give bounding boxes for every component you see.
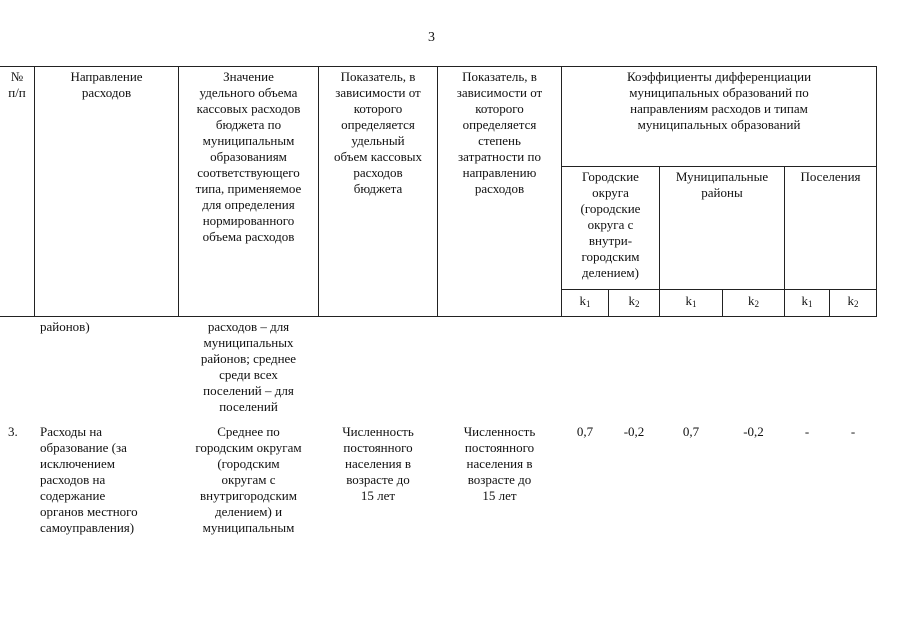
continuation-direction: районов)	[40, 319, 90, 334]
header-coefficients: Коэффициенты дифференциации муниципальных образований по направлениям расходов и типам муниципальных образований	[626, 69, 812, 132]
header-city-k1: $k_1$	[579, 293, 591, 309]
header-indicator-cost: Показатель, в зависимости от которого определяется степень затратности по направлению расходов	[456, 69, 543, 196]
header-municipal-districts: Муниципальные районы	[675, 169, 769, 200]
row3-direction: Расходы на образование (за исключением расходов на содержание органов местного самоуправления)	[40, 424, 138, 535]
header-settlements-k1: $k_1$	[801, 293, 813, 309]
header-districts-k2: $k_2$	[748, 293, 759, 309]
header-city-districts: Городские округа (городские округа с внутри- городским делением)	[580, 169, 641, 280]
continuation-value: расходов – для муниципальных районов; среднее среди всех поселений – для поселений	[200, 319, 297, 414]
header-direction: Направление расходов	[70, 69, 143, 100]
row3-districts-k2: -0,2	[743, 424, 764, 439]
row3-city-k2: -0,2	[623, 424, 645, 439]
row3-indicator-cost: Численность постоянного населения в возрасте до 15 лет	[463, 424, 536, 503]
row3-settlements-k2: -	[850, 424, 856, 439]
header-indicator-volume: Показатель, в зависимости от которого определяется удельный объем кассовых расходов бюджета	[333, 69, 423, 196]
header-city-k2: $k_2$	[628, 293, 640, 309]
header-settlements: Поселения	[800, 169, 861, 184]
row3-city-k1: 0,7	[576, 424, 594, 439]
row3-number: 3.	[8, 424, 18, 439]
row3-settlements-k1: -	[804, 424, 810, 439]
header-number: № п/п	[8, 69, 26, 100]
row3-value: Среднее по городским округам (городским округам с внутригородским делением) и муниципальным	[195, 424, 302, 535]
row3-districts-k1: 0,7	[682, 424, 700, 439]
page-number: 3	[428, 30, 435, 45]
header-districts-k1: $k_1$	[685, 293, 697, 309]
header-settlements-k2: $k_2$	[847, 293, 859, 309]
row3-indicator-volume: Численность постоянного населения в возрасте до 15 лет	[342, 424, 414, 503]
header-value: Значение удельного объема кассовых расходов бюджета по муниципальным образованиям соответствующего типа, применяемое для определения нормированного объема расходов	[195, 69, 302, 244]
